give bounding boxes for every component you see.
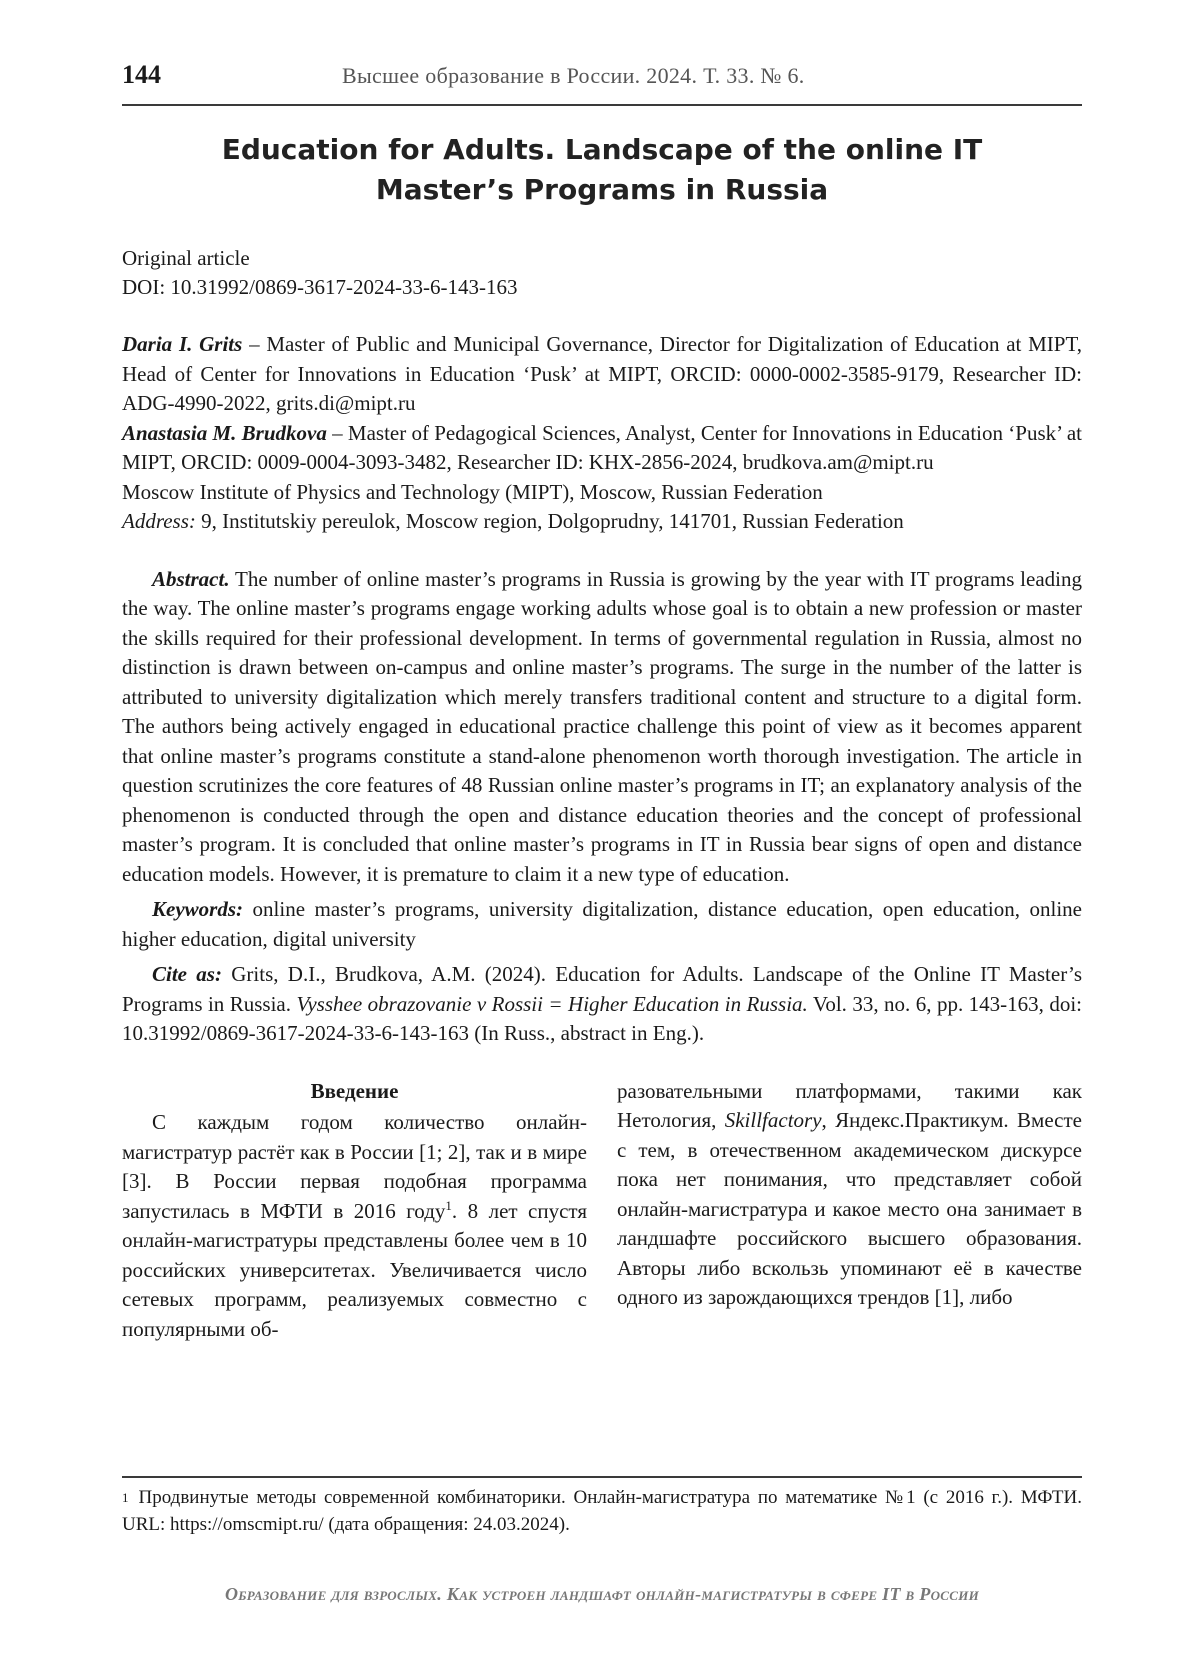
paragraph — [122, 1108, 587, 1344]
affiliation: Moscow Institute of Physics and Technology (MIPT), Moscow, Russian Federation — [122, 479, 823, 504]
running-head — [122, 60, 1082, 106]
author-info: – Master of Pedagogical Sciences, Analyst, Center for Innovations in Education ‘Pusk’ at MIPT, ORCID: 0009-0004-3093-3482, Researcher ID: KHX-2856-2024, brudkova.am@mipt.ru — [122, 420, 1082, 474]
footnote-mark: 1 — [122, 1490, 129, 1505]
keywords-text: online master’s programs, university digitalization, distance education, open education, online higher education, digital university — [122, 897, 1082, 951]
author-name: Anastasia M. Brudkova — [122, 420, 327, 445]
running-footer: Образование для взрослых. Как устроен ландшафт онлайн-магистратуры в сфере IT в России — [224, 1584, 980, 1604]
article-meta — [122, 244, 1082, 302]
right-column — [617, 1077, 1082, 1345]
address-text: 9, Institutskiy pereulok, Moscow region, Dolgoprudny, 141701, Russian Federation — [195, 509, 904, 533]
section-heading: Введение — [310, 1078, 399, 1103]
body-columns — [122, 1077, 1082, 1345]
author-info: – Master of Public and Municipal Governance, Director for Digitalization of Education at MIPT, Head of Center for Innovations in Education ‘Pusk’ at MIPT, ORCID: 0000-0002-3585-9179, Researcher ID: ADG-4990-2022, grits.di@mipt.ru — [122, 332, 1083, 415]
paragraph-text: разовательными платформами, такими как Нетология, — [617, 1078, 1082, 1132]
page — [122, 60, 1083, 1604]
abstract — [122, 565, 1082, 890]
keywords-label: Keywords: — [152, 897, 243, 921]
paragraph-text: С каждым годом количество онлайн-магистратур растёт как в России [1; 2], так и в мире [3]. В России первая подобная программа запустилась в МФТИ в 2016 году — [122, 1110, 587, 1223]
address-label: Address: — [122, 509, 196, 533]
author-name: Daria I. Grits — [122, 332, 243, 356]
paragraph-text: . 8 лет спустя онлайн-магистратуры представлены более чем в 10 российских университетах. Увеличивается число сетевых программ, реализуемых совместно с популярными об- — [122, 1198, 587, 1341]
author-entry — [122, 419, 1082, 478]
article-type: Original article — [122, 246, 250, 270]
cite-label: Cite as: — [152, 962, 222, 986]
abstract-block — [122, 565, 1082, 1049]
cite-journal: Vysshee obrazovanie v Rossii = Higher Education in Russia. — [296, 991, 808, 1016]
keywords — [122, 895, 1082, 954]
author-entry — [122, 330, 1082, 419]
cite-part1: Grits, D.I., Brudkova, A.M. (2024). Education for Adults. Landscape of the Online IT Master’s Programs in Russia. — [122, 962, 1082, 1016]
authors-block — [122, 330, 1082, 537]
address — [122, 507, 1082, 537]
citation — [122, 960, 1082, 1049]
italic-term: Skillfactory — [724, 1108, 822, 1132]
footnote-ref[interactable]: 1 — [445, 1197, 452, 1213]
left-column — [122, 1077, 587, 1345]
journal-title: Высшее образование в России. 2024. Т. 33. № 6. — [342, 63, 805, 88]
page-number: 144 — [122, 60, 161, 89]
doi: DOI: 10.31992/0869-3617-2024-33-6-143-163 — [122, 275, 518, 299]
cite-part2: Vol. 33, no. 6, pp. 143-163, doi: 10.31992/0869-3617-2024-33-6-143-163 (In Russ., abstract in Eng.). — [122, 991, 1083, 1045]
abstract-text: The number of online master’s programs in Russia is growing by the year with IT programs leading the way. The online master’s programs engage working adults whose goal is to obtain a new profession or master the skills required for their professional development. In terms of governmental regulation in Russia, almost no distinction is drawn between on-campus and online master’s programs. The surge in the number of the latter is attributed to university digitalization which merely transfers traditional content and structure to a digital form. The authors being actively engaged in educational practice challenge this point of view as it becomes apparent that online master’s programs constitute a stand-alone phenomenon worth thorough investigation. The article in question scrutinizes the core features of 48 Russian online master’s programs in IT; an explanatory analysis of the phenomenon is conducted through the open and distance education theories and the concept of professional master’s program. It is concluded that online master’s programs in IT in Russia bear signs of open and distance education models. However, it is premature to claim it a new type of education. — [122, 566, 1082, 886]
paragraph-text: , Яндекс.Практикум. Вместе с тем, в отечественном академическом дискурсе пока нет понимания, что представляет собой онлайн-магистратура и какое место она занимает в ландшафте российского высшего образования. Авторы либо вскользь упоминают её в качестве одного из зарождающихся трендов [1], либо — [617, 1108, 1082, 1309]
article-title: Education for Adults. Landscape of the online IT Master’s Programs in Russia — [221, 133, 983, 206]
footnote-text: Продвинутые методы современной комбинаторики. Онлайн-магистратура по математике №1 (с 2016 г.). МФТИ. URL: https://omscmipt.ru/ (дата обращения: 24.03.2024). — [122, 1487, 1082, 1535]
paragraph — [617, 1077, 1082, 1313]
footnote — [122, 1476, 1082, 1538]
abstract-label: Abstract. — [152, 566, 230, 591]
